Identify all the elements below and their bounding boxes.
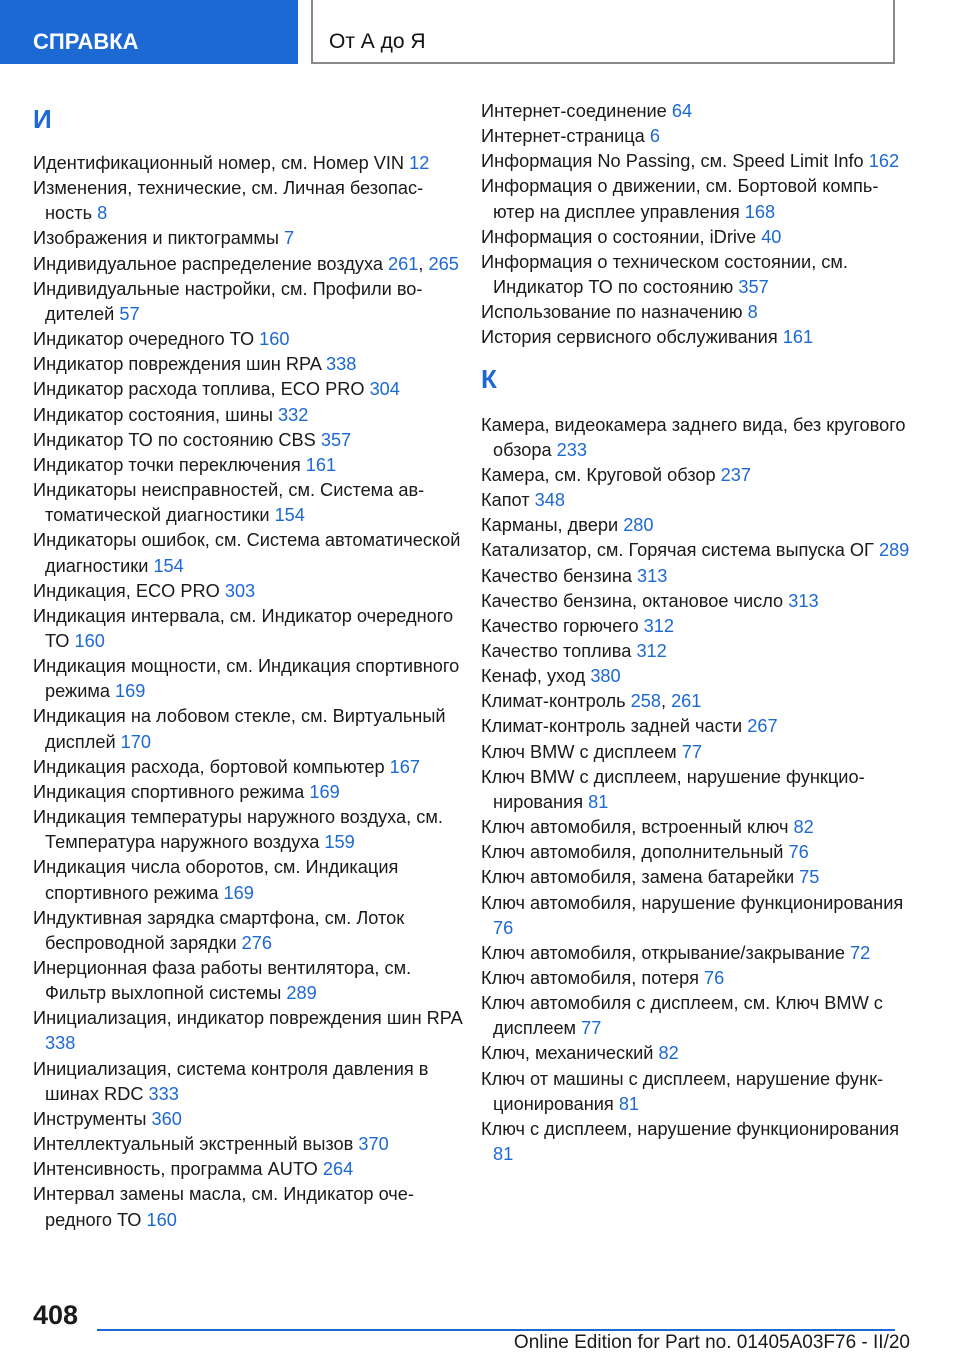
page-link[interactable]: 312 xyxy=(636,640,667,661)
index-entry-text: Климат-контроль задней части xyxy=(481,716,748,737)
page-link[interactable]: 169 xyxy=(115,681,146,702)
index-entry xyxy=(33,176,463,226)
page-link[interactable]: 82 xyxy=(793,817,814,838)
index-entry xyxy=(33,528,463,578)
page-link[interactable]: 8 xyxy=(97,203,108,224)
section-tab-label: СПРАВКА xyxy=(33,29,139,54)
index-entry-text: Использование по назначению xyxy=(481,302,748,323)
index-entry-text: Инициализация, индикатор повреждения шин RPA xyxy=(33,1008,462,1029)
index-entry-text: Индикация температуры наружного воздуха, см. Температура наружного воздуха xyxy=(33,807,443,853)
index-entry xyxy=(33,1182,463,1232)
page-link[interactable]: 332 xyxy=(278,404,309,425)
index-entry xyxy=(481,740,911,765)
index-entry-text: Интернет-соединение xyxy=(481,101,672,121)
index-entry xyxy=(33,805,463,855)
index-column-left xyxy=(33,99,463,1233)
page-link[interactable]: 267 xyxy=(747,716,778,737)
index-entry-text: Интервал замены масла, см. Индикатор очередного ТО xyxy=(33,1184,414,1230)
page-link[interactable]: 81 xyxy=(588,791,609,812)
index-entry xyxy=(481,413,911,463)
chapter-title xyxy=(311,0,895,64)
index-entry xyxy=(33,1057,463,1107)
index-entry-text: История сервисного обслуживания xyxy=(481,327,783,348)
index-entry-text: Информация о техническом состоянии, см. Индикатор ТО по состоянию xyxy=(481,251,848,298)
index-entry xyxy=(481,250,911,300)
index-entry xyxy=(481,639,911,664)
page-link[interactable]: 161 xyxy=(305,454,337,475)
index-entry xyxy=(481,815,911,840)
index-entry xyxy=(33,1157,463,1182)
index-entry-text: Ключ автомобиля, нарушение функционирования xyxy=(481,892,904,913)
index-entry-text: Ключ, механический xyxy=(481,1043,659,1064)
index-entry xyxy=(481,966,911,991)
index-entry xyxy=(481,325,911,350)
index-entry-text: Индивидуальные настройки, см. Профили водителей xyxy=(33,278,423,324)
page-link[interactable]: 76 xyxy=(493,917,514,938)
footer-divider xyxy=(97,1329,895,1331)
section-tab xyxy=(0,0,298,64)
index-entry-text: Индикация мощности, см. Индикация спортивного режима xyxy=(33,656,460,702)
page-link[interactable]: 170 xyxy=(120,731,152,752)
page-link[interactable]: 348 xyxy=(534,490,566,511)
section-letter: И xyxy=(33,104,52,134)
page-link[interactable]: 162 xyxy=(868,151,900,172)
index-entry xyxy=(33,226,463,251)
index-entry-text: Индуктивная зарядка смартфона, см. Лоток беспроводной зарядки xyxy=(33,907,405,953)
page-link[interactable]: 338 xyxy=(325,354,357,375)
index-entry-text: Ключ автомобиля, открывание/закрывание xyxy=(481,942,851,963)
index-entry-text: Качество бензина, октановое число xyxy=(481,590,789,611)
index-entry xyxy=(481,714,911,739)
page-link[interactable]: 261 xyxy=(671,691,702,712)
index-entry-text: Инструменты xyxy=(33,1108,152,1129)
page-link[interactable]: 233 xyxy=(556,439,588,460)
index-entry-text: Кенаф, уход xyxy=(481,666,591,687)
index-entry-text: Интернет-страница xyxy=(481,126,650,147)
index-entry: Индивидуальное распределение воздуха 261, 265 xyxy=(33,253,459,274)
index-entry xyxy=(481,1117,911,1167)
index-entry xyxy=(481,124,911,149)
index-entry xyxy=(33,1107,463,1132)
index-entry xyxy=(481,300,911,325)
index-entry-text: Индикация расхода, бортовой компьютер xyxy=(33,756,390,777)
index-entry-text: Ключ автомобиля, встроенный ключ xyxy=(481,817,794,838)
page-link[interactable]: 357 xyxy=(320,429,352,450)
index-entry xyxy=(33,780,463,805)
index-entry xyxy=(481,463,911,488)
index-entry-text: Ключ от машины с дисплеем, нарушение функционирования xyxy=(481,1068,884,1114)
index-entry-text: Инициализация, система контроля давления в шинах RDC xyxy=(33,1058,429,1104)
index-entry xyxy=(481,564,911,589)
page-link[interactable]: 261 xyxy=(388,253,419,274)
page-link[interactable]: 289 xyxy=(878,540,910,561)
index-entry xyxy=(481,891,911,941)
index-entry-text: Информация о состоянии, iDrive xyxy=(481,226,762,247)
index-entry xyxy=(481,513,911,538)
page-link[interactable]: 72 xyxy=(850,942,871,963)
index-entry-text: Ключ автомобиля, замена батарейки xyxy=(481,867,800,888)
index-entry xyxy=(33,704,463,754)
index-column-right xyxy=(481,99,911,1167)
index-entry xyxy=(33,403,463,428)
index-entry-text: Качество топлива xyxy=(481,640,637,661)
index-entry-text: Климат-контроль xyxy=(481,691,631,712)
index-entry xyxy=(481,1067,911,1117)
index-entry-text: Индикация, ECO PRO xyxy=(33,580,225,601)
index-entry xyxy=(481,991,911,1041)
index-entry xyxy=(481,99,911,124)
page-link[interactable]: 77 xyxy=(681,741,702,762)
page-link[interactable]: 160 xyxy=(259,329,290,350)
page-link[interactable]: 12 xyxy=(409,153,430,173)
page-link[interactable]: 360 xyxy=(151,1108,182,1129)
index-entry xyxy=(33,956,463,1006)
index-entry xyxy=(33,755,463,780)
page-link[interactable]: 160 xyxy=(146,1209,177,1230)
page-number: 408 xyxy=(33,1300,79,1330)
index-entry-text: Ключ автомобиля, потеря xyxy=(481,968,704,988)
page-link[interactable]: 8 xyxy=(747,302,758,323)
index-entry-text: Индикатор расхода топлива, ECO PRO xyxy=(33,379,370,400)
index-entry-text: Инерционная фаза работы вентилятора, см. Фильтр выхлопной системы xyxy=(33,958,412,1004)
index-entry xyxy=(481,174,911,224)
index-entry-text: Качество горючего xyxy=(481,615,644,636)
index-entry-text: Информация о движении, см. Бортовой компьютер на дисплее управления xyxy=(481,176,879,222)
page-link[interactable]: 81 xyxy=(618,1093,640,1114)
index-entry xyxy=(481,488,911,513)
index-entry-text: Ключ с дисплеем, нарушение функционирования xyxy=(481,1118,900,1139)
index-entry-text: Индикатор ТО по состоянию CBS xyxy=(33,429,321,450)
index-entry-text: Изменения, технические, см. Личная безопасность xyxy=(33,178,424,224)
index-entry xyxy=(33,654,463,704)
chapter-title-text: От А до Я xyxy=(329,30,426,53)
index-entry xyxy=(481,538,911,563)
index-entry-text: Индивидуальное распределение воздуха xyxy=(33,253,389,274)
page-link[interactable]: 313 xyxy=(788,590,819,611)
page-link[interactable]: 237 xyxy=(720,464,752,485)
index-entry-text: Индикатор очередного ТО xyxy=(33,329,260,350)
index-entry-text: Камера, видеокамера заднего вида, без кругового обзора xyxy=(481,414,906,460)
page-link[interactable]: 159 xyxy=(324,832,355,853)
page-link[interactable]: 77 xyxy=(581,1018,602,1039)
index-entry xyxy=(33,277,463,327)
page-link[interactable]: 154 xyxy=(153,555,184,576)
index-entry xyxy=(33,604,463,654)
index-entry-text: Камера, см. Круговой обзор xyxy=(481,464,721,485)
index-entry-text: Интеллектуальный экстренный вызов xyxy=(33,1134,359,1155)
page-link[interactable]: 75 xyxy=(799,867,820,888)
index-entry-text: Индикация интервала, см. Индикатор очередного ТО xyxy=(33,605,454,651)
index-entry-text: Качество бензина xyxy=(481,565,638,586)
index-entry-text: Ключ автомобиля с дисплеем, см. Ключ BMW с дисплеем xyxy=(481,993,883,1039)
index-entry-text: Карманы, двери xyxy=(481,515,624,536)
page-link[interactable]: 160 xyxy=(74,630,105,651)
index-entry xyxy=(33,579,463,604)
page-link[interactable]: 40 xyxy=(761,226,782,247)
index-entry-text: Ключ автомобиля, дополнительный xyxy=(481,842,789,863)
index-entry-text: Ключ BMW с дисплеем xyxy=(481,741,682,762)
index-entry xyxy=(33,151,463,176)
index-entry xyxy=(481,664,911,689)
index-entry-text: Изображения и пиктограммы xyxy=(33,228,284,249)
page-link[interactable]: 161 xyxy=(782,327,814,348)
page-link[interactable]: 265 xyxy=(428,253,459,274)
index-entry xyxy=(481,1041,911,1066)
page-link[interactable]: 312 xyxy=(643,615,675,636)
index-entry xyxy=(33,478,463,528)
index-entry-text: Индикаторы ошибок, см. Система автоматической диагностики xyxy=(33,530,461,576)
page-link[interactable]: 168 xyxy=(744,201,776,222)
page-link[interactable]: 357 xyxy=(738,277,769,298)
page-link[interactable]: 7 xyxy=(283,228,295,249)
index-entry xyxy=(33,855,463,905)
footer-edition: Online Edition for Part no. 01405A03F76 - II/20 xyxy=(513,1332,910,1353)
page-link[interactable]: 380 xyxy=(590,666,621,687)
page-link[interactable]: 289 xyxy=(286,983,317,1004)
page-link[interactable]: 276 xyxy=(241,932,273,953)
index-entry-text: Индикатор состояния, шины xyxy=(33,404,279,425)
index-entry xyxy=(33,428,463,453)
index-entry xyxy=(33,1006,463,1056)
index-entry xyxy=(33,453,463,478)
index-entry xyxy=(33,906,463,956)
index-entry-text: Индикаторы неисправностей, см. Система автоматической диагностики xyxy=(33,480,425,526)
index-entry-text: Индикатор повреждения шин RPA xyxy=(33,354,326,375)
index-entry xyxy=(481,865,911,890)
index-entry-text: Информация No Passing, см. Speed Limit Info xyxy=(481,151,869,172)
page-link[interactable]: 303 xyxy=(224,580,256,601)
page-link[interactable]: 280 xyxy=(623,515,654,536)
page-link[interactable]: 169 xyxy=(309,781,340,802)
page-link[interactable]: 154 xyxy=(274,505,305,526)
page-link[interactable]: 76 xyxy=(703,968,725,988)
index-entry xyxy=(33,377,463,402)
page-link[interactable]: 76 xyxy=(788,842,809,863)
page-link[interactable]: 57 xyxy=(119,303,140,324)
index-entry xyxy=(481,149,911,174)
index-entry-text: Идентификационный номер, см. Номер VIN xyxy=(33,153,410,173)
index-entry: Климат-контроль 258, 261 xyxy=(481,691,702,712)
page-link[interactable]: 264 xyxy=(322,1159,354,1180)
page-link[interactable]: 304 xyxy=(369,379,400,400)
page-link[interactable]: 6 xyxy=(649,126,660,147)
index-entry xyxy=(481,941,911,966)
page-link[interactable]: 338 xyxy=(45,1033,76,1054)
index-entry-text: Капот xyxy=(481,490,535,511)
page-link[interactable]: 167 xyxy=(389,756,420,777)
index-entry xyxy=(33,327,463,352)
index-entry-text: Интенсивность, программа AUTO xyxy=(33,1159,323,1180)
index-entry xyxy=(481,225,911,250)
section-letter: К xyxy=(481,363,497,394)
index-entry-text: Катализатор, см. Горячая система выпуска ОГ xyxy=(481,540,879,561)
page-link[interactable]: 81 xyxy=(493,1144,514,1165)
index-entry-text: Индикация спортивного режима xyxy=(33,781,310,802)
index-entry xyxy=(33,1132,463,1157)
index-entry xyxy=(481,840,911,865)
page-link[interactable]: 82 xyxy=(658,1043,679,1064)
index-entry-text: Индикация числа оборотов, см. Индикация спортивного режима xyxy=(33,857,399,903)
index-entry xyxy=(481,589,911,614)
page-link[interactable]: 313 xyxy=(637,565,668,586)
index-entry xyxy=(481,765,911,815)
index-entry xyxy=(33,352,463,377)
page-link[interactable]: 169 xyxy=(223,882,254,903)
page-link[interactable]: 370 xyxy=(358,1134,389,1155)
page-link[interactable]: 258 xyxy=(630,691,661,712)
index-entry-text: Индикация на лобовом стекле, см. Виртуальный дисплей xyxy=(33,706,446,752)
index-entry-text: Ключ BMW с дисплеем, нарушение функционирования xyxy=(481,766,865,812)
index-entry-text: Индикатор точки переключения xyxy=(33,454,306,475)
page-link[interactable]: 64 xyxy=(671,101,693,121)
page-link[interactable]: 333 xyxy=(148,1083,179,1104)
index-entry xyxy=(481,614,911,639)
